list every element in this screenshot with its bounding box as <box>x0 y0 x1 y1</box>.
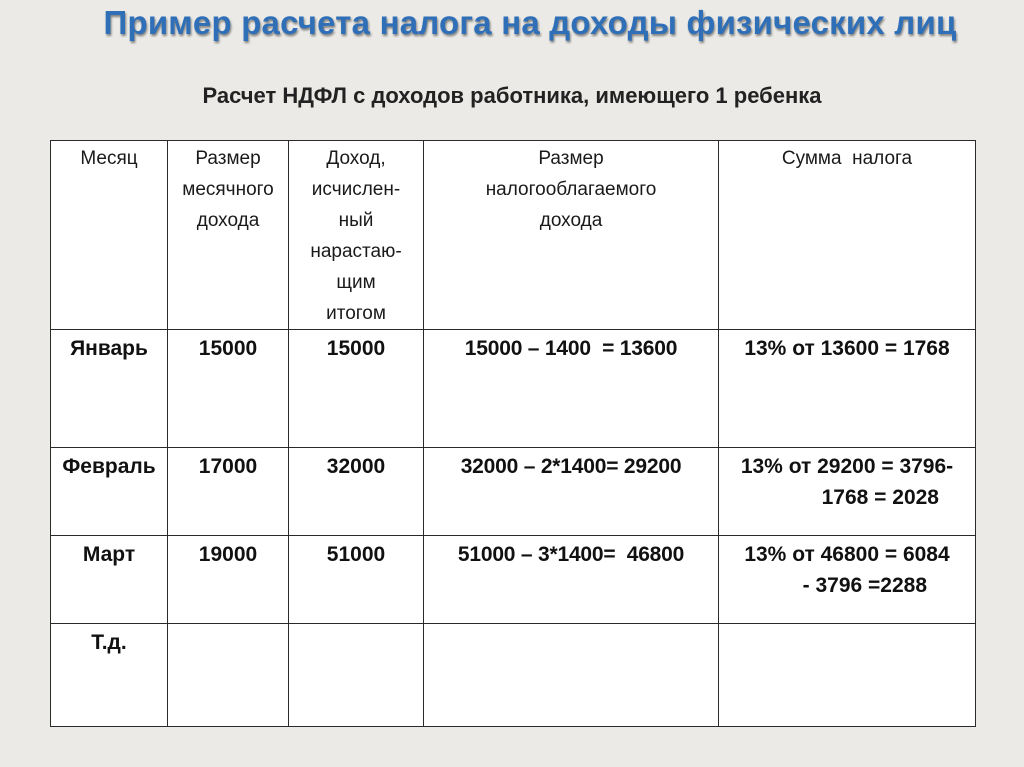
cell-tax-sum <box>719 624 976 727</box>
table-row <box>51 448 976 536</box>
slide-title: Пример расчета налога на доходы физических лиц <box>103 4 957 41</box>
cell-month: Т.д. <box>51 624 168 727</box>
cell-taxable-income: 15000 – 1400 = 13600 <box>424 330 719 448</box>
header-taxable-income: Размер налогооблагаемого дохода <box>424 141 719 330</box>
cell-taxable-income: 32000 – 2*1400= 29200 <box>424 448 719 536</box>
header-month: Месяц <box>51 141 168 330</box>
cell-cumulative-income: 15000 <box>289 330 424 448</box>
table-row <box>51 624 976 727</box>
cell-taxable-income: 51000 – 3*1400= 46800 <box>424 536 719 624</box>
slide-subtitle: Расчет НДФЛ с доходов работника, имеющего 1 ребенка <box>202 83 822 108</box>
cell-month: Январь <box>51 330 168 448</box>
cell-month: Февраль <box>51 448 168 536</box>
cell-tax-sum: 13% от 29200 = 3796- 1768 = 2028 <box>719 448 976 536</box>
cell-month: Март <box>51 536 168 624</box>
cell-tax-sum: 13% от 46800 = 6084 - 3796 =2288 <box>719 536 976 624</box>
table-row <box>51 536 976 624</box>
cell-taxable-income <box>424 624 719 727</box>
table-header-row <box>51 141 976 330</box>
table-row <box>51 330 976 448</box>
cell-monthly-income <box>168 624 289 727</box>
cell-monthly-income: 15000 <box>168 330 289 448</box>
cell-cumulative-income: 51000 <box>289 536 424 624</box>
cell-cumulative-income <box>289 624 424 727</box>
cell-tax-sum: 13% от 13600 = 1768 <box>719 330 976 448</box>
header-tax-sum: Сумма налога <box>719 141 976 330</box>
tax-calculation-table <box>50 140 976 727</box>
header-monthly-income: Размер месячного дохода <box>168 141 289 330</box>
cell-monthly-income: 17000 <box>168 448 289 536</box>
cell-monthly-income: 19000 <box>168 536 289 624</box>
header-cumulative-income: Доход, исчислен- ный нарастаю- щим итогом <box>289 141 424 330</box>
cell-cumulative-income: 32000 <box>289 448 424 536</box>
